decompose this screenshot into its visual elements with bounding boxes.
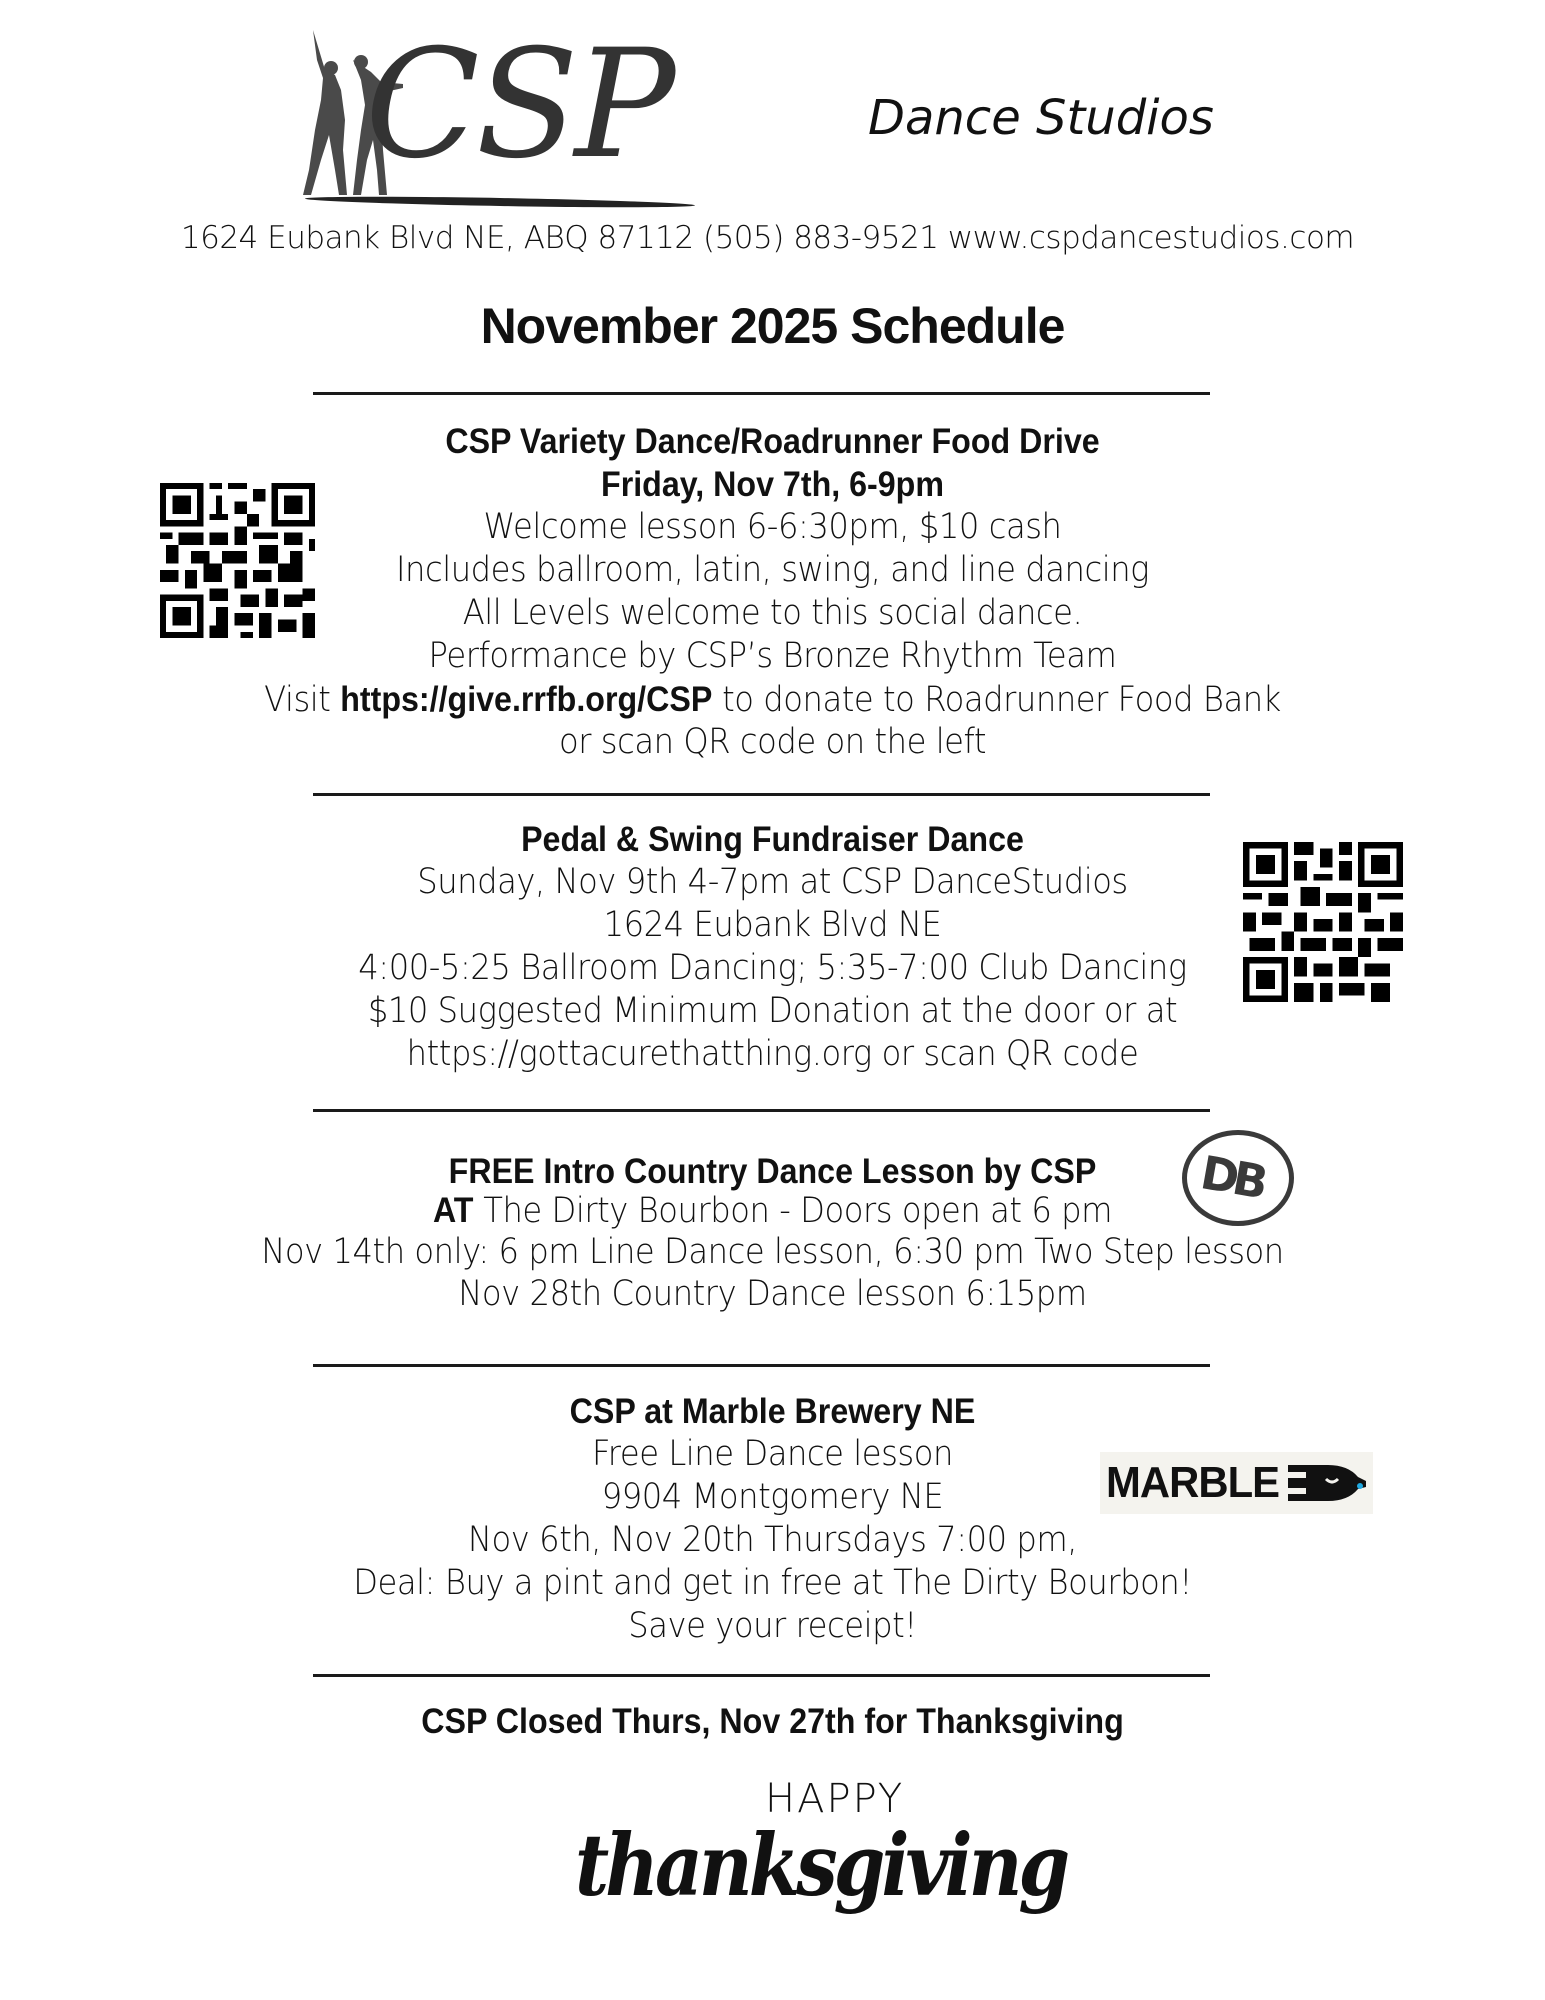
event-title: CSP at Marble Brewery NE xyxy=(569,1392,976,1431)
contact-line: 1624 Eubank Blvd NE, ABQ 87112 (505) 883-9521 www.cspdancestudios.com xyxy=(180,220,1355,256)
logo-subtitle: Dance Studios xyxy=(868,90,1214,146)
event-line: Welcome lesson 6-6:30pm, $10 cash xyxy=(483,507,1062,547)
divider xyxy=(313,392,1210,395)
marble-logo xyxy=(1100,1452,1373,1514)
event-date: Friday, Nov 7th, 6-9pm xyxy=(601,465,944,504)
csp-logo xyxy=(295,18,705,215)
donate-suffix: to donate to Roadrunner Food Bank xyxy=(712,680,1281,720)
divider xyxy=(313,1109,1210,1112)
closed-notice: CSP Closed Thurs, Nov 27th for Thanksgiving xyxy=(421,1702,1124,1741)
db-logo-text: DB xyxy=(1196,1145,1267,1209)
event-line: Save your receipt! xyxy=(628,1606,917,1646)
event-line: or scan QR code on the left xyxy=(558,722,987,762)
divider xyxy=(313,793,1210,796)
event-line: Performance by CSP’s Bronze Rhythm Team xyxy=(428,636,1117,676)
thanksgiving-text: thanksgiving xyxy=(575,1816,1067,1916)
qr-code-icon[interactable] xyxy=(1243,842,1403,1002)
event-line[interactable]: https://gottacurethatthing.org or scan QR code xyxy=(406,1034,1139,1074)
donate-prefix: Visit xyxy=(264,680,341,720)
divider xyxy=(313,1674,1210,1677)
happy-thanksgiving-graphic xyxy=(575,1775,1067,1945)
event-line: 1624 Eubank Blvd NE xyxy=(603,905,942,945)
event-title: Pedal & Swing Fundraiser Dance xyxy=(521,820,1024,859)
event-line: $10 Suggested Minimum Donation at the door or at xyxy=(367,991,1178,1031)
at-label: AT xyxy=(432,1191,474,1230)
divider xyxy=(313,1364,1210,1367)
event-title: FREE Intro Country Dance Lesson by CSP xyxy=(448,1152,1097,1191)
event-line: 9904 Montgomery NE xyxy=(601,1477,944,1517)
event-title: CSP Variety Dance/Roadrunner Food Drive xyxy=(445,422,1100,461)
event-line: Nov 14th only: 6 pm Line Dance lesson, 6:30 pm Two Step lesson xyxy=(261,1232,1284,1272)
logo-text: CSP xyxy=(365,18,672,192)
marble-logo-text: MARBLE xyxy=(1106,1458,1280,1507)
donate-link[interactable]: https://give.rrfb.org/CSP xyxy=(340,680,713,719)
event-line: Includes ballroom, latin, swing, and line dancing xyxy=(395,550,1150,590)
event-line: Nov 6th, Nov 20th Thursdays 7:00 pm, xyxy=(467,1520,1078,1560)
dirty-bourbon-logo xyxy=(1182,1130,1294,1226)
marble-bird-icon xyxy=(1288,1461,1368,1505)
happy-text: HAPPY xyxy=(765,1776,905,1822)
event-line: All Levels welcome to this social dance. xyxy=(462,593,1083,633)
event-line: 4:00-5:25 Ballroom Dancing; 5:35-7:00 Club Dancing xyxy=(358,948,1187,988)
logo-swoosh xyxy=(305,195,695,210)
venue-text: The Dirty Bourbon - Doors open at 6 pm xyxy=(473,1191,1113,1231)
page-title: November 2025 Schedule xyxy=(480,298,1065,354)
event-line: Nov 28th Country Dance lesson 6:15pm xyxy=(458,1274,1087,1314)
donate-line xyxy=(62,678,1483,722)
event-line: Sunday, Nov 9th 4-7pm at CSP DanceStudios xyxy=(417,862,1128,902)
event-line: Free Line Dance lesson xyxy=(592,1434,953,1474)
event-line: Deal: Buy a pint and get in free at The Dirty Bourbon! xyxy=(353,1563,1192,1603)
